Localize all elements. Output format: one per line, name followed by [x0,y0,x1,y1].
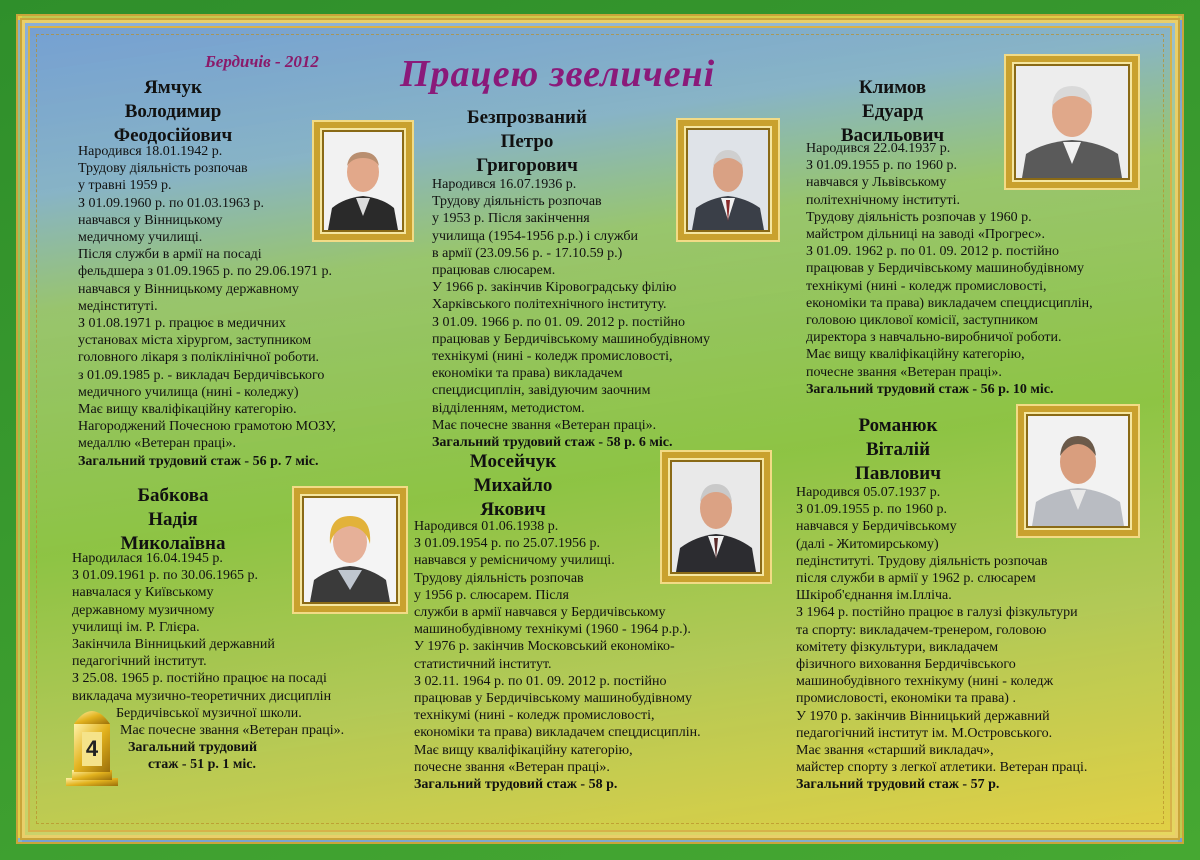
stazh-bezprozvanyi: Загальний трудовий стаж - 58 р. 6 міс. [432,435,673,451]
bio-bezprozvanyi: Народився 16.07.1936 р. Трудову діяльність розпочав у 1953 р. Після закінчення училища (1954-1956 р.р.) і служби в армії (23.09.56 р. - 17.10.59 р.) працював слюсарем. У 1966 р. закінчив Кіровоградську філію Харківського політехнічного інституту. З 01.09. 1966 р. по 01. 09. 2012 р. постійно працював у Бердичівському машинобудівному технікумі (нині - коледж промисловості, економіки та права) викладачем спецдисциплін, завідуючим заочним відділенням, методистом. Має почесне звання «Ветеран праці». Загальний трудовий стаж - 58 р. 6 міс. [432,177,710,451]
stazh-babkova-2: стаж - 51 р. 1 міс. [148,757,257,773]
person-name-moseichuk: Мосейчук Михайло Якович [469,451,557,520]
bio-moseichuk: Народився 01.06.1938 р. З 01.09.1954 р. по 25.07.1956 р. навчався у ремісничому училищі. Трудову діяльність розпочав у 1956 р. слюсарем. Після служби в армії навчався у Бердичівському машинобудівному технікумі (1960 - 1964 р.р.). У 1976 р. закінчив Московський економіко- статистичний інститут. З 02.11. 1964 р. по 01. 09. 2012 р. постійно працював у Бердичівському машинобудівному технікумі (нині - коледж промисловості, економіки та права) викладачем спецдисциплін. Має вищу кваліфікаційну категорію, почесне звання «Ветеран праці». Загальний трудовий стаж - 58 р. [414,519,701,793]
bio-babkova: Народилася 16.04.1945 р. З 01.09.1961 р. по 30.06.1965 р. навчалася у Київському державному музичному училищі ім. Р. Глієра. Закінчила Вінницький державний педагогічний інститут. З 25.08. 1965 р. постійно працює на посаді викладача музично-теоретичних дисциплін Бердичівської музичної школи. Має почесне звання «Ветеран праці». Загальний трудовий стаж - 51 р. 1 міс. [72,551,345,773]
stazh-klymov: Загальний трудовий стаж - 56 р. 10 міс. [806,381,1054,397]
stazh-romaniuk: Загальний трудовий стаж - 57 р. [796,777,1000,793]
page-number: 4 [85,736,99,761]
stazh-yamchuk: Загальний трудовий стаж - 56 р. 7 міс. [78,453,319,469]
page-title: Працею звеличені [400,53,716,95]
stazh-babkova-1: Загальний трудовий [128,740,258,756]
person-name-yamchuk: Ямчук Володимир Феодосійович [113,77,233,146]
person-name-klymov: Климов Едуард Васильович [840,77,945,146]
person-name-romaniuk: Романюк Віталій Павлович [855,415,941,484]
bio-yamchuk: Народився 18.01.1942 р. Трудову діяльність розпочав у травні 1959 р. З 01.09.1960 р. по 01.03.1963 р. навчався у Вінницькому медичному училищі. Після служби в армії на посаді фельдшера з 01.09.1965 р. по 29.06.1971 р. навчався у Вінницькому державному медінституті. З 01.08.1971 р. працює в медичних установах міста хірургом, заступником головного лікаря з поліклінічної роботи. з 01.09.1985 р. - викладач Бердичівського медичного училища (нині - коледжу) Має вищу кваліфікаційну категорію. Нагороджений Почесною грамотою МОЗУ, медаллю «Ветеран праці». Загальний трудовий стаж - 56 р. 7 міс. [78,144,337,469]
bio-klymov: Народився 22.04.1937 р. З 01.09.1955 р. по 1960 р. навчався у Львівському політехнічному інституті. Трудову діяльність розпочав у 1960 р. майстром дільниці на заводі «Прогрес». З 01.09. 1962 р. по 01. 09. 2012 р. постійно працював у Бердичівському машинобудівному технікумі (нині - коледж промисловості, економіки та права) викладачем спецдисциплін, головою циклової комісії, заступником директора з навчально-виробничої роботи. Має вищу кваліфікаційну категорію, почесне звання «Ветеран праці». Загальний трудовий стаж - 56 р. 10 міс. [806,141,1093,397]
bio-romaniuk: Народився 05.07.1937 р. З 01.09.1955 р. по 1960 р. навчався у Бердичівському (далі - Житомирському) педінституті. Трудову діяльність розпочав після служби в армії у 1962 р. слюсарем Шкіроб'єднання ім.Ілліча. З 1964 р. постійно працює в галузі фізкультури та спорту: викладачем-тренером, головою комітету фізкультури, викладачем фізичного виховання Бердичівського машинобудівного технікуму (нині - коледж промисловості, економіки та права) . У 1970 р. закінчив Вінницький державний педагогічний інститут ім. М.Островського. Має звання «старший викладач», майстер спорту з легкої атлетики. Ветеран праці. Загальний трудовий стаж - 57 р. [796,485,1088,793]
stazh-moseichuk: Загальний трудовий стаж - 58 р. [414,777,618,793]
city-year: Бердичів - 2012 [205,52,319,71]
person-name-bezprozvanyi: Безпрозваний Петро Григорович [467,107,587,176]
person-name-babkova: Бабкова Надія Миколаївна [120,485,226,554]
